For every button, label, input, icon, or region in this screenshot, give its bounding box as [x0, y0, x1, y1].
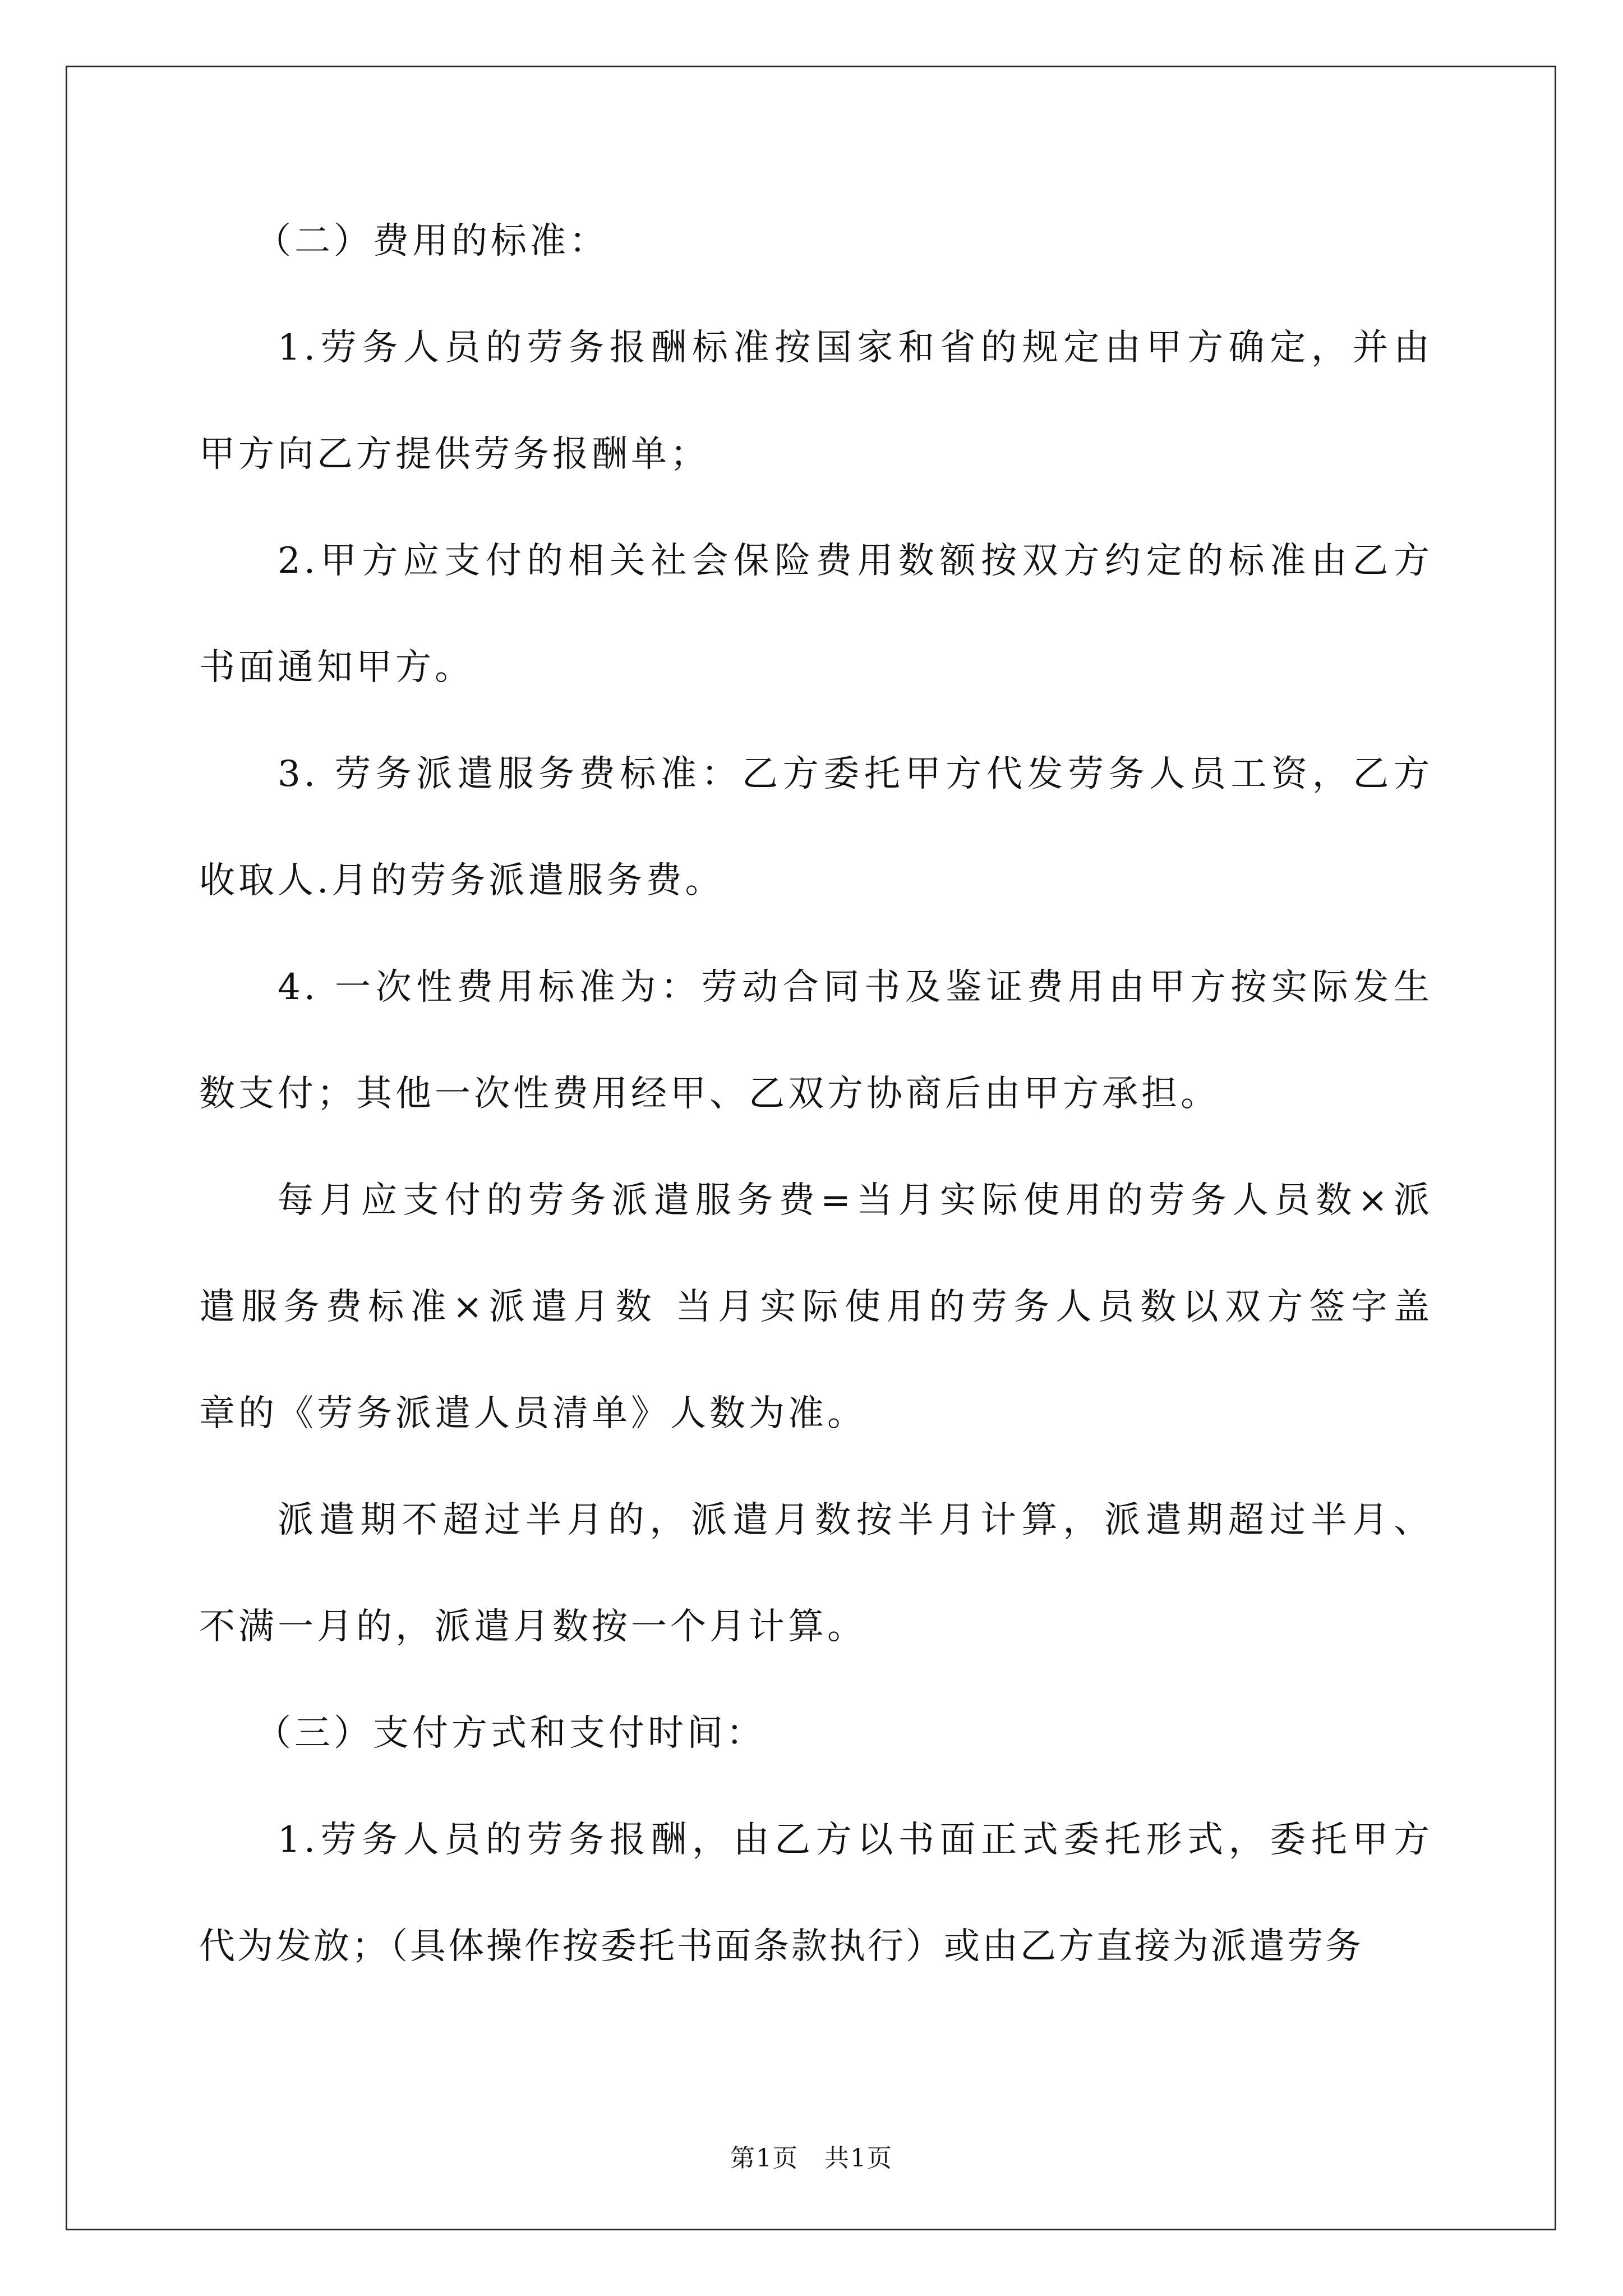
- paragraph-line: 派遣期不超过半月的，派遣月数按半月计算，派遣期超过半月、: [278, 1499, 1433, 1541]
- paragraph-line: 收取人.月的劳务派遣服务费。: [199, 860, 725, 901]
- section-heading-fee-standard: （二）费用的标准：: [255, 220, 608, 262]
- paragraph-line: 1.劳务人员的劳务报酬，由乙方以书面正式委托形式，委托甲方: [278, 1819, 1433, 1861]
- paragraph-line: 甲方向乙方提供劳务报酬单；: [199, 434, 709, 475]
- paragraph-line: 4. 一次性费用标准为：劳动合同书及鉴证费用由甲方按实际发生: [278, 967, 1433, 1008]
- paragraph-line: 不满一月的，派遣月数按一个月计算。: [199, 1606, 866, 1648]
- paragraph-line: 每月应支付的劳务派遣服务费=当月实际使用的劳务人员数×派: [278, 1180, 1433, 1221]
- page-border: [66, 66, 1556, 2230]
- paragraph-line: 书面通知甲方。: [199, 647, 474, 688]
- paragraph-line: 章的《劳务派遣人员清单》人数为准。: [199, 1393, 866, 1434]
- paragraph-line: 2.甲方应支付的相关社会保险费用数额按双方约定的标准由乙方: [278, 540, 1433, 582]
- paragraph-line: 1.劳务人员的劳务报酬标准按国家和省的规定由甲方确定，并由: [278, 327, 1433, 369]
- paragraph-line: 代为发放；（具体操作按委托书面条款执行）或由乙方直接为派遣劳务: [199, 1926, 1363, 1967]
- page-number-footer: 第1页 共1页: [730, 2144, 893, 2173]
- paragraph-line: 遣服务费标准×派遣月数 当月实际使用的劳务人员数以双方签字盖: [199, 1286, 1433, 1328]
- paragraph-line: 数支付；其他一次性费用经甲、乙双方协商后由甲方承担。: [199, 1073, 1220, 1115]
- section-heading-payment-method: （三）支付方式和支付时间：: [255, 1713, 766, 1754]
- paragraph-line: 3. 劳务派遣服务费标准：乙方委托甲方代发劳务人员工资，乙方: [278, 753, 1433, 795]
